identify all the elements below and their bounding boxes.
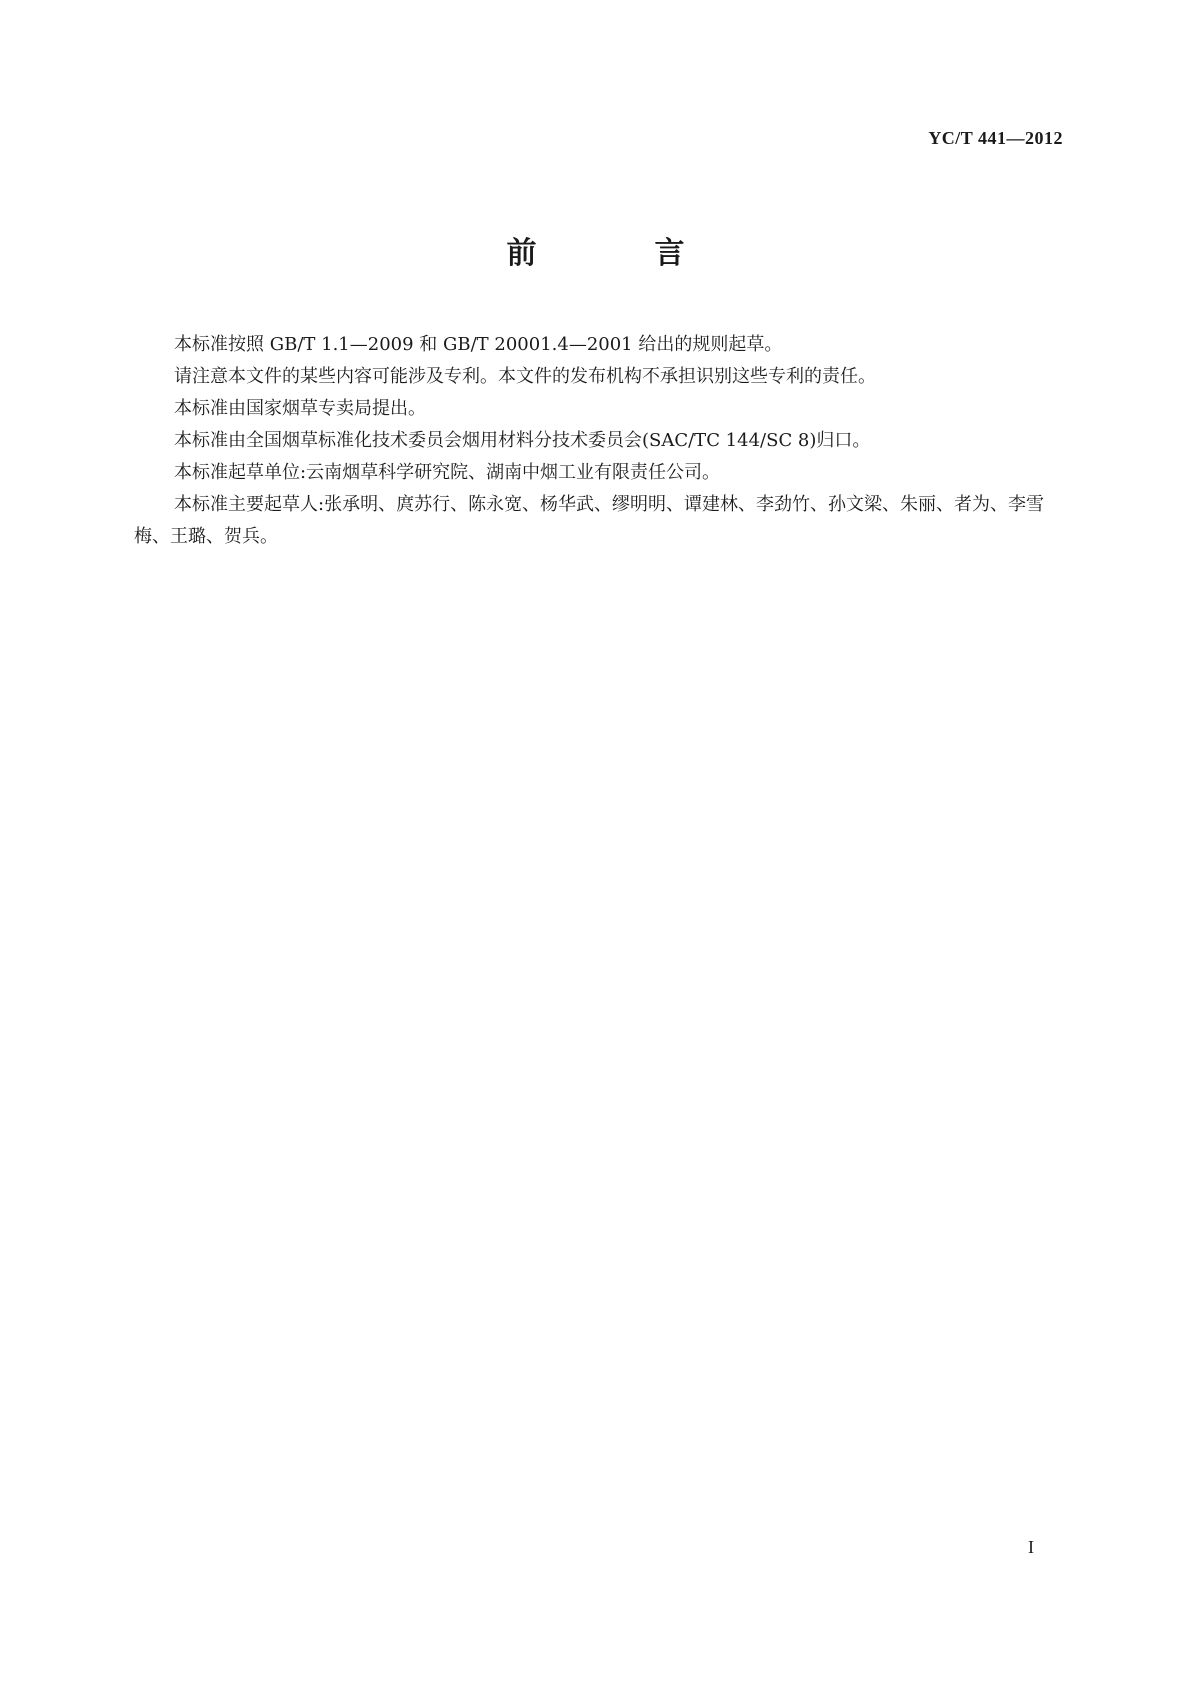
foreword-body — [134, 329, 1062, 553]
paragraph-proposer: 本标准由国家烟草专卖局提出。 — [174, 398, 426, 419]
paragraph-drafting-rules: 本标准按照 GB/T 1.1—2009 和 GB/T 20001.4—2001 给出的规则起草。 — [174, 334, 783, 355]
paragraph-administrator: 本标准由全国烟草标准化技术委员会烟用材料分技术委员会(SAC/TC 144/SC 8)归口。 — [174, 430, 871, 451]
paragraph-drafting-units: 本标准起草单位:云南烟草科学研究院、湖南中烟工业有限责任公司。 — [174, 462, 721, 483]
standard-code: YC/T 441—2012 — [928, 128, 1063, 148]
page-title: 前 言 — [506, 236, 729, 271]
paragraph-drafters: 本标准主要起草人:张承明、庹苏行、陈永宽、杨华武、缪明明、谭建林、李劲竹、孙文梁、朱丽、者为、李雪梅、王璐、贺兵。 — [134, 494, 1045, 547]
paragraph-patent-notice: 请注意本文件的某些内容可能涉及专利。本文件的发布机构不承担识别这些专利的责任。 — [174, 366, 876, 387]
page-number: I — [1028, 1537, 1034, 1557]
